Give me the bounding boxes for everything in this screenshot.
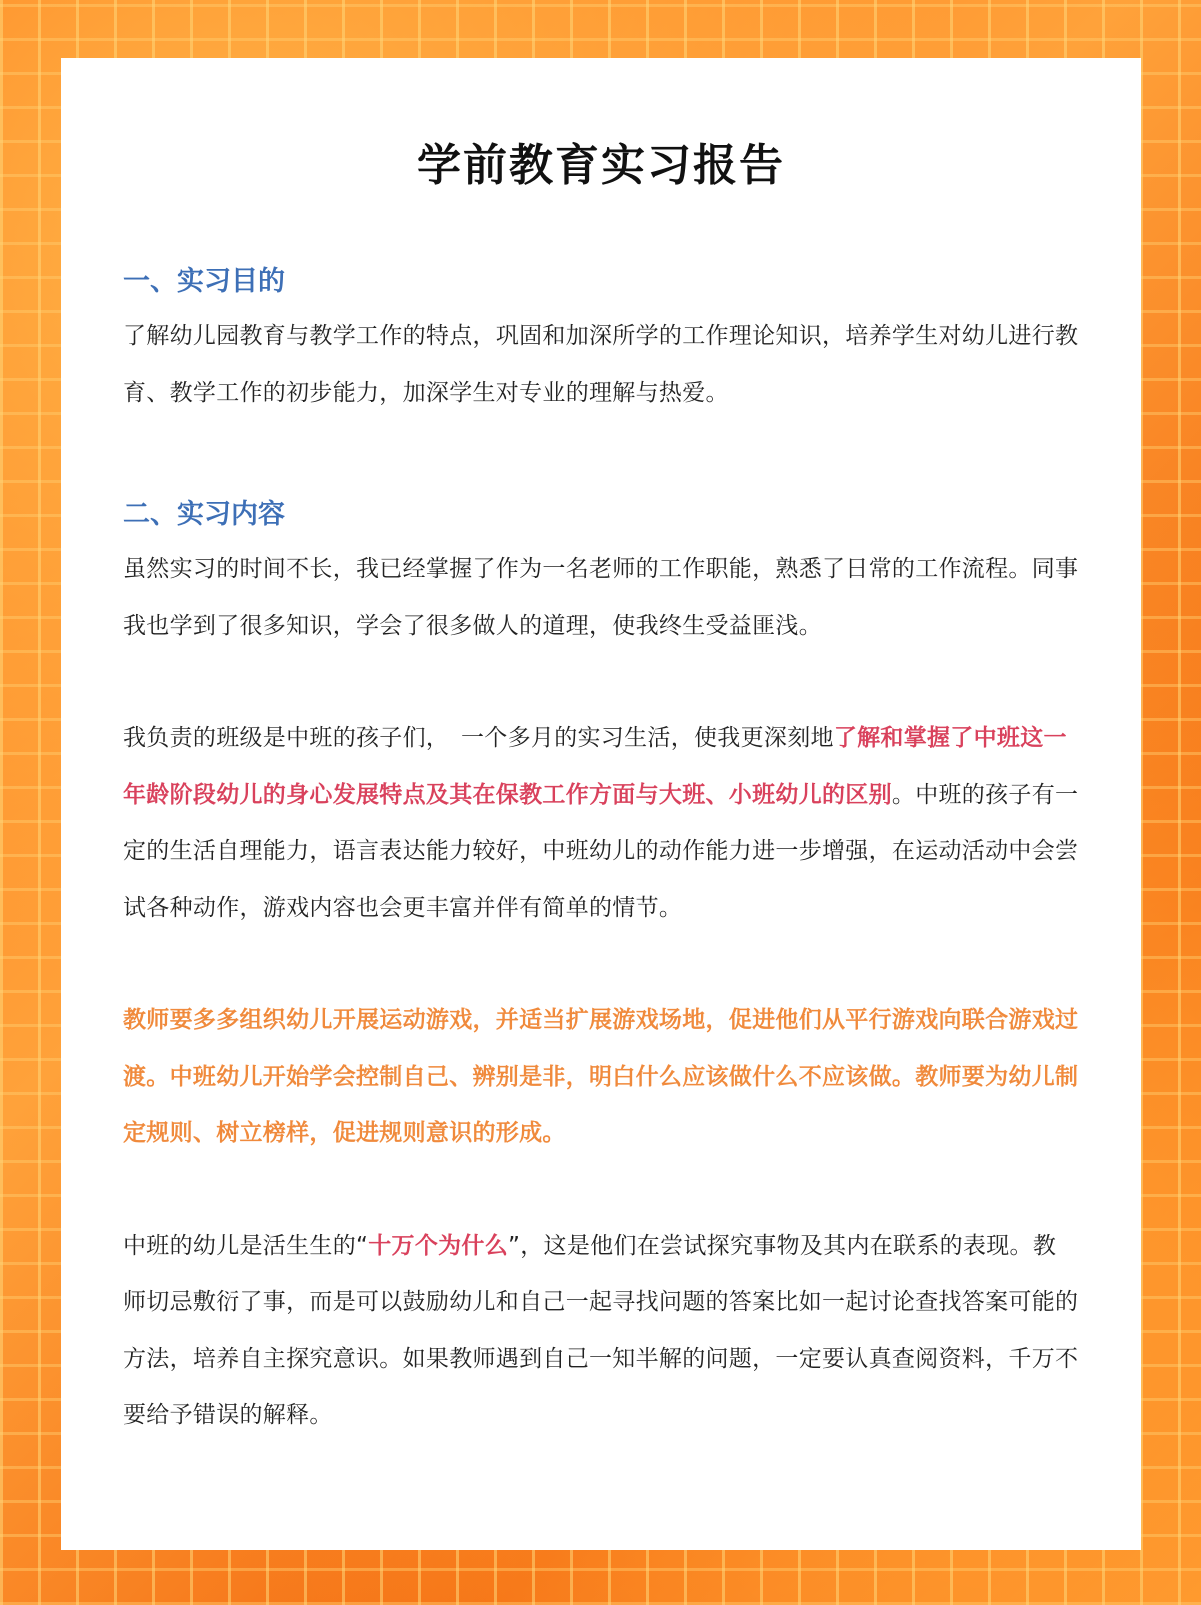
page-title: 学前教育实习报告 [417, 140, 785, 191]
section-heading-content: 二、实习内容 [123, 499, 285, 530]
paragraph-class-description [123, 710, 1079, 936]
class-description-highlight: 了解和掌握了中班这一年龄阶段幼儿的身心发展特点及其在保教工作方面与大班、小班幼儿的区别 [123, 725, 1067, 808]
class-description-text: 我负责的班级是中班的孩子们， 一个多月的实习生活，使我更深刻地 [123, 725, 834, 751]
curiosity-highlight: 十万个为什么 [368, 1232, 509, 1259]
section-heading-purpose: 一、实习目的 [123, 266, 285, 297]
paragraph-purpose: 了解幼儿园教育与教学工作的特点，巩固和加深所学的工作理论知识，培养学生对幼儿进行教育、教学工作的初步能力，加深学生对专业的理解与热爱。 [123, 323, 1079, 406]
curiosity-text: 中班的幼儿是活生生的“ [123, 1232, 369, 1259]
paragraph-teacher-advice: 教师要多多组织幼儿开展运动游戏，并适当扩展游戏场地，促进他们从平行游戏向联合游戏过渡。中班幼儿开始学会控制自己、辨别是非，明白什么应该做什么不应该做。教师要为幼儿制定规则、树立榜样，促进规则意识的形成。 [123, 1007, 1079, 1146]
curiosity-text-continued: ”，这是他们在尝试探究事物及其内在联系的表现。教师切忌敷衍了事，而是可以鼓励幼儿和自己一起寻找问题的答案比如一起讨论查找答案可能的方法，培养自主探究意识。如果教师遇到自己一知半解的问题，一定要认真查阅资料，千万不要给予错误的解释。 [123, 1232, 1079, 1428]
report-paper [61, 58, 1141, 1550]
paragraph-curiosity [123, 1218, 1079, 1444]
paragraph-content-intro: 虽然实习的时间不长，我已经掌握了作为一名老师的工作职能，熟悉了日常的工作流程。同事我也学到了很多知识，学会了很多做人的道理，使我终生受益匪浅。 [123, 556, 1079, 639]
class-description-text-continued: 。中班的孩子有一定的生活自理能力，语言表达能力较好，中班幼儿的动作能力进一步增强，在运动活动中会尝试各种动作，游戏内容也会更丰富并伴有简单的情节。 [123, 781, 1079, 921]
